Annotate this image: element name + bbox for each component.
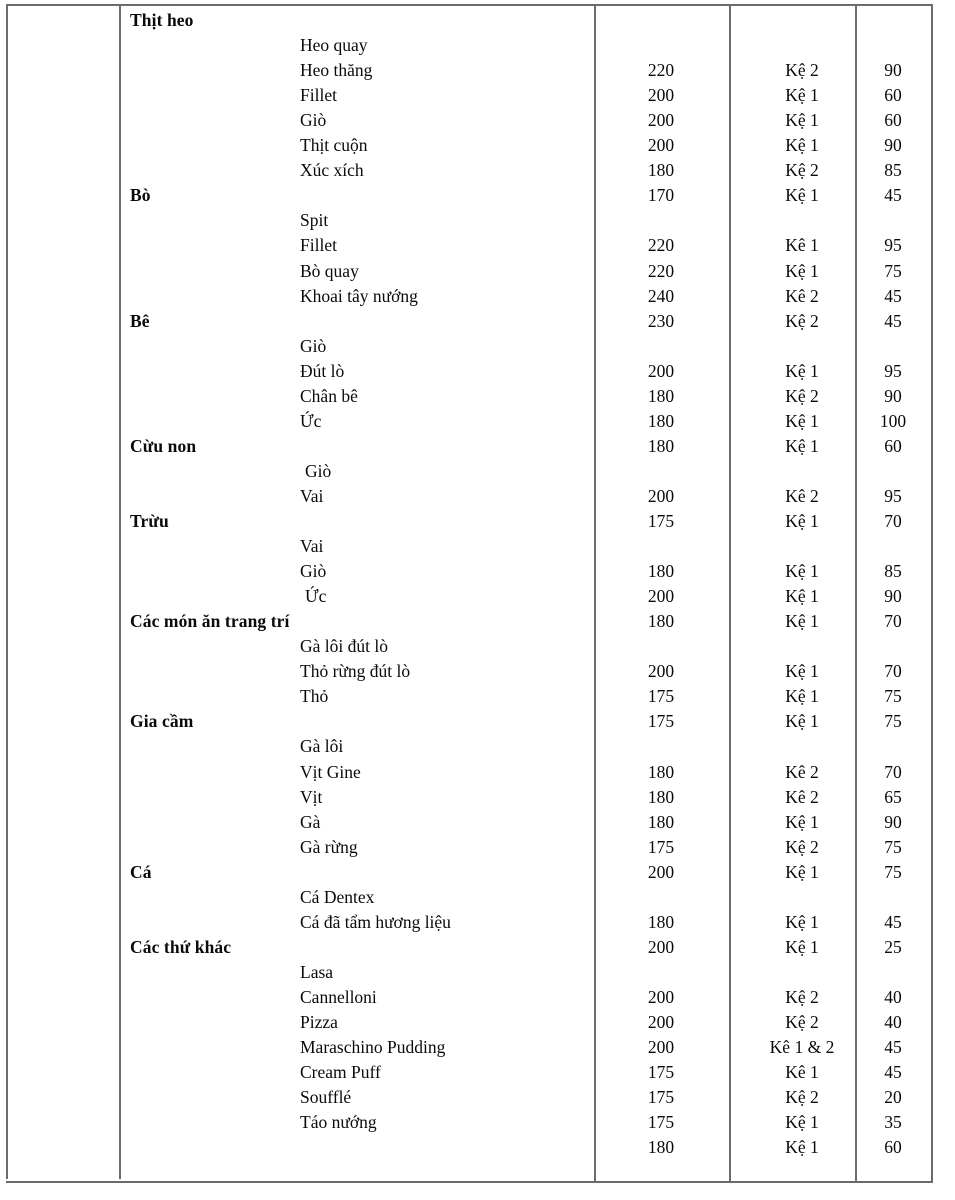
dish-name: Khoai tây nướng bbox=[300, 285, 418, 306]
cell-weight: 200 bbox=[647, 135, 675, 156]
cell-time: 70 bbox=[884, 511, 902, 531]
cell-time: 60 bbox=[884, 1137, 902, 1158]
cell-shelf: Kệ 1 bbox=[785, 360, 819, 381]
cell-shelf: Kệ 1 bbox=[785, 85, 819, 106]
cell-time: 40 bbox=[884, 1012, 902, 1032]
category-heading: Các thứ khác bbox=[130, 936, 232, 957]
dish-name: Cá Dentex bbox=[300, 886, 375, 907]
cell-shelf: Kệ 1 bbox=[785, 1112, 819, 1133]
dish-name: Cannelloni bbox=[300, 986, 377, 1007]
cell-shelf: Kệ 2 bbox=[785, 1087, 819, 1108]
cell-shelf: Kệ 2 bbox=[785, 60, 819, 81]
cell-time: 90 bbox=[884, 135, 902, 156]
cell-weight: 200 bbox=[647, 110, 675, 131]
cell-weight: 200 bbox=[647, 485, 675, 506]
cell-time: 60 bbox=[884, 435, 902, 456]
cell-time: 85 bbox=[884, 160, 902, 181]
cell-weight: 180 bbox=[647, 160, 675, 181]
category-heading: Bò bbox=[130, 185, 151, 206]
cell-shelf: Kê 2 bbox=[785, 285, 819, 306]
dish-name: Soufflé bbox=[300, 1087, 352, 1108]
cell-time: 40 bbox=[884, 986, 902, 1007]
cell-shelf: Kệ 2 bbox=[785, 310, 819, 331]
dish-name: Gà bbox=[300, 811, 321, 832]
cell-time: 45 bbox=[884, 185, 902, 206]
cell-shelf: Kệ 2 bbox=[785, 160, 819, 181]
cell-weight: 220 bbox=[647, 60, 675, 81]
cell-shelf: Kệ 1 bbox=[785, 561, 819, 582]
cell-weight: 175 bbox=[647, 1112, 675, 1133]
cell-shelf: Kệ 1 bbox=[785, 861, 819, 882]
category-heading: Thịt heo bbox=[130, 10, 194, 30]
cell-weight: 200 bbox=[647, 861, 675, 882]
dish-name: Cream Puff bbox=[300, 1062, 381, 1083]
cell-weight: 200 bbox=[647, 1012, 675, 1032]
cell-weight: 175 bbox=[647, 711, 675, 732]
cell-weight: 180 bbox=[647, 911, 675, 932]
cell-time: 45 bbox=[884, 911, 902, 932]
cell-weight: 180 bbox=[647, 410, 675, 431]
cell-shelf: Kệ 1 bbox=[785, 1137, 819, 1158]
dish-name: Thỏ rừng đút lò bbox=[300, 661, 411, 682]
category-heading: Bê bbox=[130, 310, 150, 331]
cell-weight: 180 bbox=[647, 1137, 675, 1158]
cell-weight: 230 bbox=[647, 310, 675, 331]
category-heading: Gia cầm bbox=[130, 711, 194, 732]
cell-weight: 175 bbox=[647, 511, 675, 531]
cell-time: 95 bbox=[884, 235, 902, 256]
cell-shelf: Kê 1 bbox=[785, 1062, 819, 1083]
dish-name: Vai bbox=[300, 485, 324, 506]
cell-shelf: Kê 1 & 2 bbox=[769, 1037, 835, 1058]
dish-name: Cá đã tẩm hương liệu bbox=[300, 911, 451, 932]
cell-weight: 175 bbox=[647, 1062, 675, 1083]
dish-name: Giò bbox=[300, 335, 327, 356]
cell-time: 45 bbox=[884, 1037, 902, 1058]
dish-name: Gà lôi bbox=[300, 736, 344, 757]
dish-name: Spit bbox=[300, 210, 329, 231]
dish-name: Heo quay bbox=[300, 35, 368, 56]
cell-shelf: Kệ 1 bbox=[785, 936, 819, 957]
dish-name: Thỏ bbox=[300, 686, 329, 707]
cell-time: 90 bbox=[884, 385, 902, 406]
cell-weight: 175 bbox=[647, 686, 675, 707]
cell-weight: 240 bbox=[647, 285, 675, 306]
cell-shelf: Kê 2 bbox=[785, 485, 819, 506]
cell-time: 25 bbox=[884, 936, 902, 957]
cell-time: 100 bbox=[879, 410, 907, 431]
cell-time: 70 bbox=[884, 661, 902, 682]
cell-time: 95 bbox=[884, 485, 902, 506]
dish-name: Đút lò bbox=[300, 360, 345, 381]
dish-name: Ức bbox=[305, 586, 327, 607]
cell-time: 75 bbox=[884, 260, 902, 281]
cell-time: 45 bbox=[884, 310, 902, 331]
cell-time: 95 bbox=[884, 360, 902, 381]
cell-time: 20 bbox=[884, 1087, 902, 1108]
cell-shelf: Kệ 1 bbox=[785, 110, 819, 131]
cell-shelf: Kệ 1 bbox=[785, 711, 819, 732]
cell-weight: 180 bbox=[647, 761, 675, 782]
cell-weight: 180 bbox=[647, 435, 675, 456]
cell-weight: 200 bbox=[647, 360, 675, 381]
cell-shelf: Kệ 1 bbox=[785, 260, 819, 281]
cell-time: 45 bbox=[884, 1062, 902, 1083]
category-heading: Cừu non bbox=[130, 435, 197, 456]
cell-weight: 220 bbox=[647, 235, 675, 256]
cell-time: 70 bbox=[884, 761, 902, 782]
cell-time: 75 bbox=[884, 686, 902, 707]
cell-weight: 200 bbox=[647, 936, 675, 957]
dish-name: Maraschino Pudding bbox=[300, 1037, 446, 1058]
dish-name: Gà rừng bbox=[300, 836, 358, 857]
cell-weight: 180 bbox=[647, 786, 675, 807]
cell-weight: 200 bbox=[647, 85, 675, 106]
cell-weight: 200 bbox=[647, 986, 675, 1007]
dish-name: Gà lôi đút lò bbox=[300, 636, 388, 657]
cell-weight: 170 bbox=[647, 185, 675, 206]
dish-name: Giò bbox=[300, 561, 327, 582]
cell-time: 60 bbox=[884, 110, 902, 131]
cell-time: 90 bbox=[884, 811, 902, 832]
cell-time: 35 bbox=[884, 1112, 902, 1133]
cell-weight: 180 bbox=[647, 385, 675, 406]
dish-name: Giò bbox=[300, 110, 327, 131]
cell-shelf: Kệ 2 bbox=[785, 385, 819, 406]
dish-name: Xúc xích bbox=[300, 160, 364, 181]
cell-weight: 180 bbox=[647, 811, 675, 832]
dish-name: Thịt cuộn bbox=[300, 135, 368, 156]
cell-shelf: Kệ 1 bbox=[785, 435, 819, 456]
cell-time: 75 bbox=[884, 711, 902, 732]
dish-name: Vịt bbox=[300, 786, 323, 807]
cell-shelf: Kệ 2 bbox=[785, 986, 819, 1007]
dish-name: Vịt Gine bbox=[300, 761, 361, 782]
cell-weight: 200 bbox=[647, 586, 675, 607]
cell-shelf: Kệ 1 bbox=[785, 185, 819, 206]
cell-time: 70 bbox=[884, 611, 902, 632]
cell-weight: 175 bbox=[647, 836, 675, 857]
cell-shelf: Kệ 1 bbox=[785, 686, 819, 707]
category-heading: Cá bbox=[130, 861, 152, 882]
cell-time: 60 bbox=[884, 85, 902, 106]
cell-shelf: Kê 2 bbox=[785, 761, 819, 782]
cell-weight: 200 bbox=[647, 1037, 675, 1058]
dish-name: Chân bê bbox=[300, 385, 358, 406]
cell-time: 65 bbox=[884, 786, 902, 807]
cell-shelf: Kệ 2 bbox=[785, 1012, 819, 1032]
cell-shelf: Kệ 1 bbox=[785, 661, 819, 682]
dish-name: Giò bbox=[305, 460, 332, 481]
dish-name: Pizza bbox=[300, 1012, 338, 1032]
cell-time: 75 bbox=[884, 836, 902, 857]
cell-weight: 175 bbox=[647, 1087, 675, 1108]
cell-time: 75 bbox=[884, 861, 902, 882]
cell-shelf: Kệ 1 bbox=[785, 611, 819, 632]
cell-shelf: Kệ 1 bbox=[785, 586, 819, 607]
cell-weight: 180 bbox=[647, 611, 675, 632]
cell-shelf: Kệ 1 bbox=[785, 511, 819, 531]
cell-time: 90 bbox=[884, 60, 902, 81]
cell-time: 85 bbox=[884, 561, 902, 582]
dish-name: Vai bbox=[300, 536, 324, 557]
cell-shelf: Kê 1 bbox=[785, 235, 819, 256]
cell-shelf: Kệ 1 bbox=[785, 911, 819, 932]
dish-name: Heo thăng bbox=[300, 60, 373, 81]
category-heading: Trừu bbox=[130, 511, 169, 531]
dish-name: Ức bbox=[300, 410, 322, 431]
cell-time: 90 bbox=[884, 586, 902, 607]
dish-name: Táo nướng bbox=[300, 1112, 377, 1133]
dish-name: Bò quay bbox=[300, 260, 359, 281]
cell-shelf: Kệ 1 bbox=[785, 135, 819, 156]
cell-shelf: Kệ 1 bbox=[785, 410, 819, 431]
cell-time: 45 bbox=[884, 285, 902, 306]
cell-shelf: Kê 2 bbox=[785, 786, 819, 807]
dish-name: Fillet bbox=[300, 85, 337, 106]
cell-weight: 200 bbox=[647, 661, 675, 682]
cell-shelf: Kệ 1 bbox=[785, 811, 819, 832]
dish-name: Fillet bbox=[300, 235, 337, 256]
cell-weight: 180 bbox=[647, 561, 675, 582]
category-heading: Các món ăn trang trí bbox=[130, 611, 290, 632]
cell-shelf: Kệ 2 bbox=[785, 836, 819, 857]
cell-weight: 220 bbox=[647, 260, 675, 281]
dish-name: Lasa bbox=[300, 961, 334, 982]
